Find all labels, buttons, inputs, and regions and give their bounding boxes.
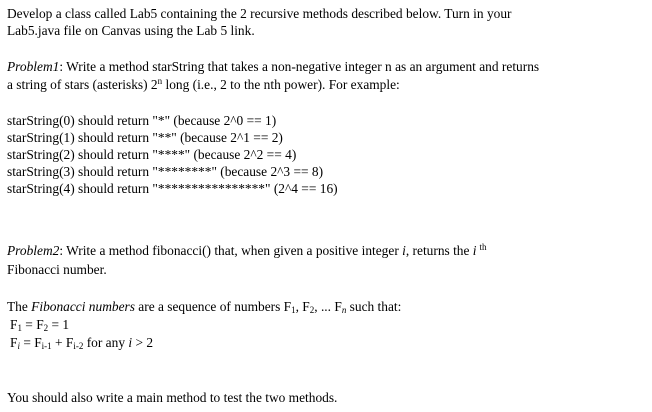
subscript: i (17, 341, 20, 351)
variable-i: i (402, 243, 406, 258)
variable-i: i (128, 335, 133, 350)
eq-text: for any (83, 335, 129, 350)
ordinal-th-superscript: th (479, 242, 487, 252)
fib-intro-text-a: The (7, 299, 32, 314)
eq-text: > 2 (132, 335, 154, 350)
fib-intro-text-d: such that: (346, 299, 402, 314)
problem1-label: Problem1 (7, 59, 60, 74)
fib-term: Fibonacci numbers (31, 299, 135, 314)
problem1-text-1: : Write a method starString that takes a non-negative integer n as an argument and returns (59, 59, 540, 74)
subscript: 2 (43, 323, 49, 333)
eq-text: + F (51, 335, 74, 350)
problem2-text-1a: : Write a method fibonacci() that, when given a positive integer (59, 243, 403, 258)
fib-equation-1 (10, 316, 69, 333)
example-line: starString(3) should return "********" (because 2^3 == 8) (7, 164, 324, 179)
example-line: starString(0) should return "*" (because 2^0 == 1) (7, 113, 277, 128)
intro-line-2: Lab5.java file on Canvas using the Lab 5 link. (7, 23, 255, 38)
problem1-text-2a: a string of stars (asterisks) 2 (7, 77, 158, 92)
problem1-line-2 (7, 76, 400, 93)
power-n-superscript: n (157, 76, 163, 86)
subscript: 1 (17, 323, 22, 333)
subscript: n (341, 305, 347, 315)
variable-i: i (472, 243, 477, 258)
eq-text: = 1 (48, 317, 70, 332)
subscript: i-1 (41, 341, 52, 351)
example-line: starString(1) should return "**" (because 2^1 == 2) (7, 130, 283, 145)
problem2-line-1 (7, 242, 487, 259)
problem1-text-2b: long (i.e., 2 to the nth power). For example: (162, 77, 400, 92)
problem2-text-1b: , returns the (405, 243, 473, 258)
example-line: starString(4) should return "****************" (2^4 == 16) (7, 181, 338, 196)
eq-text: F (10, 335, 18, 350)
subscript: 2 (309, 305, 315, 315)
fib-intro-comma: , F (295, 299, 310, 314)
eq-text: = F (21, 317, 44, 332)
fib-intro-line (7, 298, 401, 315)
eq-text: F (10, 317, 18, 332)
problem2-line-2: Fibonacci number. (7, 262, 107, 277)
problem1-line-1 (7, 58, 539, 75)
intro-line-1: Develop a class called Lab5 containing the 2 recursive methods described below. Turn in your (7, 6, 512, 21)
fib-intro-text-c: , ... F (314, 299, 342, 314)
subscript: i-2 (73, 341, 84, 351)
closing-line: You should also write a main method to test the two methods. (7, 390, 338, 405)
subscript: 1 (291, 305, 296, 315)
eq-text: = F (19, 335, 42, 350)
example-line: starString(2) should return "****" (because 2^2 == 4) (7, 147, 297, 162)
fib-equation-2 (10, 334, 153, 351)
problem2-label: Problem2 (7, 243, 60, 258)
fib-intro-text-b: are a sequence of numbers F (134, 299, 292, 314)
